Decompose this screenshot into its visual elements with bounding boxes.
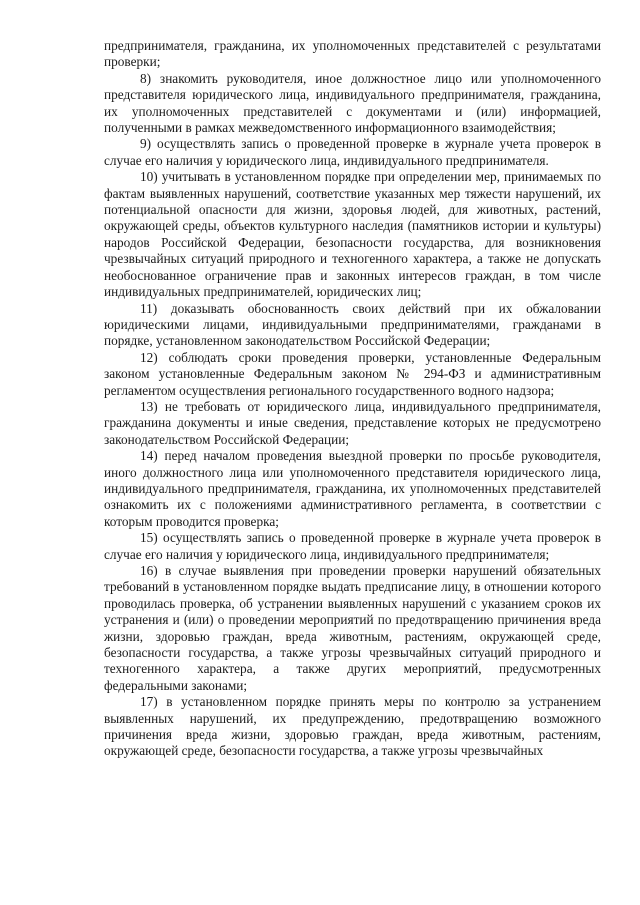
paragraph-item-9: 9) осуществлять запись о проведенной проверке в журнале учета проверок в случае его наличия у юридического лица, индивидуального предпринимателя. [104, 136, 601, 168]
paragraph-item-15: 15) осуществлять запись о проведенной проверке в журнале учета проверок в случае его наличия у юридического лица, индивидуального предпринимателя; [104, 530, 601, 562]
paragraph-item-17: 17) в установленном порядке принять меры по контролю за устранением выявленных нарушений, их предупреждению, предотвращению возможного причинения вреда жизни, здоровью граждан, вреда животным, растениям, окружающей среде, безопасности государства, а также угрозы чрезвычайных [104, 694, 601, 759]
document-body [104, 38, 601, 760]
paragraph-item-16: 16) в случае выявления при проведении проверки нарушений обязательных требований в установленном порядке выдать предписание лицу, в отношении которого проводилась проверка, об устранении выявленных нарушений с указанием сроков их устранения и (или) о проведении мероприятий по предотвращению причинения вреда жизни, здоровью граждан, вреда животным, растениям, окружающей среде, безопасности государства, а также угрозы чрезвычайных ситуаций природного и техногенного характера, а также других мероприятий, предусмотренных федеральными законами; [104, 563, 601, 693]
paragraph-item-11: 11) доказывать обоснованность своих действий при их обжаловании юридическими лицами, индивидуальными предпринимателями, гражданами в порядке, установленном законодательством Российской Федерации; [104, 300, 601, 349]
paragraph-item-14: 14) перед началом проведения выездной проверки по просьбе руководителя, иного должностного лица или уполномоченного представителя юридического лица, индивидуального предпринимателя, гражданина, их уполномоченных представителей ознакомить их с положениями административного регламента, в соответствии с которым проводится проверка; [104, 448, 601, 529]
paragraph-continuation: предпринимателя, гражданина, их уполномоченных представителей с результатами проверки; [104, 38, 601, 70]
paragraph-item-10: 10) учитывать в установленном порядке при определении мер, принимаемых по фактам выявленных нарушений, соответствие указанных мер тяжести нарушений, их потенциальной опасности для жизни, здоровья людей, для животных, растений, окружающей среды, объектов культурного наследия (памятников истории и культуры) народов Российской Федерации, безопасности государства, для возникновения чрезвычайных ситуаций природного и техногенного характера, а также не допускать необоснованное ограничение прав и законных интересов граждан, в том числе индивидуальных предпринимателей, юридических лиц; [104, 169, 601, 300]
paragraph-item-8: 8) знакомить руководителя, иное должностное лицо или уполномоченного представителя юридического лица, индивидуального предпринимателя, гражданина, их уполномоченных представителей с документами и (или) информацией, полученными в рамках межведомственного информационного взаимодействия; [104, 70, 601, 136]
paragraph-item-13: 13) не требовать от юридического лица, индивидуального предпринимателя, гражданина документы и иные сведения, представление которых не предусмотрено законодательством Российской Федерации; [104, 398, 601, 447]
paragraph-item-12: 12) соблюдать сроки проведения проверки, установленные Федеральным законом установленные Федеральным законом № 294-ФЗ и административным регламентом осуществления регионального государственного водного надзора; [104, 349, 601, 398]
